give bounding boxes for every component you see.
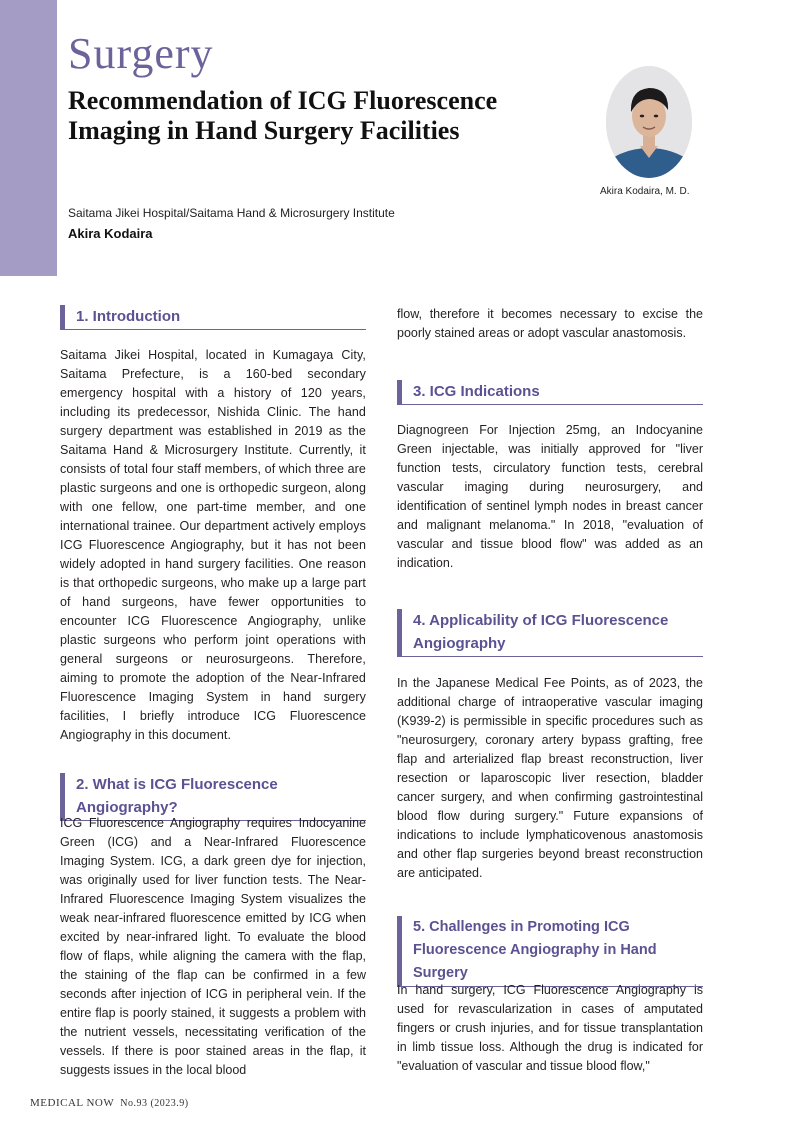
side-color-bar — [0, 0, 57, 276]
paragraph-challenges: In hand surgery, ICG Fluorescence Angiography is used for revascularization in cases of amputated fingers or crush injuries, and for tissue transplantation in limb tissue loss. Although the drug is indicated for "evaluation of vascular and tissue blood flow," — [397, 983, 703, 1073]
paragraph-icg-indications: Diagnogreen For Injection 25mg, an Indocyanine Green injectable, was initially approved for "liver function tests, circulatory function tests, cerebral vascular imaging during neurosurgery, and identification of sentinel lymph nodes in breast cancer and malignant melanoma." In 2018, "evaluation of vascular and tissue blood flow" was added as an indication. — [397, 423, 703, 570]
issue-number: No.93 (2023.9) — [120, 1098, 189, 1109]
section-label: Surgery — [68, 29, 214, 78]
author-name: Akira Kodaira — [68, 226, 153, 241]
heading-applicability: 4. Applicability of ICG Fluorescence Angiography — [397, 609, 703, 657]
paragraph-applicability: In the Japanese Medical Fee Points, as of 2023, the additional charge of intraoperative vascular imaging (K939-2) is permissible in specific procedures such as "neurosurgery, coronary artery bypass grafting, free flap and arterialized flap breast reconstruction, liver resection or laparoscopic liver resection, bladder cancer surgery, and when confirming gastrointestinal blood flow during surgery." Future expansions of indications to include lymphaticovenous anastomosis and other flap surgeries beyond breast reconstruction are anticipated. — [397, 676, 703, 880]
journal-name: MEDICAL NOW — [30, 1097, 115, 1109]
portrait-caption: Akira Kodaira, M. D. — [600, 186, 690, 197]
heading-introduction: 1. Introduction — [60, 305, 366, 330]
heading-what-is-icg: 2. What is ICG Fluorescence Angiography? — [60, 773, 366, 821]
heading-icg-indications: 3. ICG Indications — [397, 380, 703, 405]
paragraph-what-is-icg-continued: flow, therefore it becomes necessary to excise the poorly stained areas or adopt vascular anastomosis. — [397, 307, 703, 340]
author-affiliation: Saitama Jikei Hospital/Saitama Hand & Microsurgery Institute — [68, 206, 395, 220]
author-portrait — [606, 66, 692, 178]
footer — [30, 1097, 189, 1109]
paragraph-introduction: Saitama Jikei Hospital, located in Kumagaya City, Saitama Prefecture, is a 160-bed secondary emergency hospital with a history of 120 years, including its predecessor, Nishida Clinic. The hand surgery department was established in 2019 as the Saitama Hand & Microsurgery Institute. Currently, it consists of total four staff members, of which three are plastic surgeons and one is orthopedic surgeon, along with one fellow, one part-time member, and one international trainee. Our department actively employs ICG Fluorescence Angiography, but it has not been widely adopted in hand surgery facilities. One reason is that orthopedic surgeons, who make up a large part of hand surgeons, have fewer opportunities to encounter ICG Fluorescence Angiography, unlike plastic surgeons who perform joint operations with general surgeons or neurosurgeons. Therefore, aiming to promote the adoption of the Near-Infrared Fluorescence Imaging System in hand surgery facilities, I briefly introduce ICG Fluorescence Angiography in this document. — [60, 348, 366, 742]
heading-challenges: 5. Challenges in Promoting ICG Fluorescence Angiography in Hand Surgery — [397, 916, 703, 987]
paragraph-what-is-icg: ICG Fluorescence Angiography requires Indocyanine Green (ICG) and a Near-Infrared Fluorescence Imaging System. ICG, a dark green dye for injection, was originally used for liver function tests. The Near-Infrared Fluorescence Imaging System visualizes the weak near-infrared fluorescence emitted by ICG when excited by near-infrared light. To evaluate the blood flow of flaps, while aligning the camera with the flap, the staining of the flap can be confirmed in a few seconds after injection of ICG in peripheral vein. If the entire flap is poorly stained, it suggests a problem with the nutrient vessels, necessitating verification of the vessels. If there is poor stained areas in the flap, it suggests issues in the local blood — [60, 816, 366, 1077]
article-title: Recommendation of ICG Fluorescence Imaging in Hand Surgery Facilities — [68, 86, 498, 145]
